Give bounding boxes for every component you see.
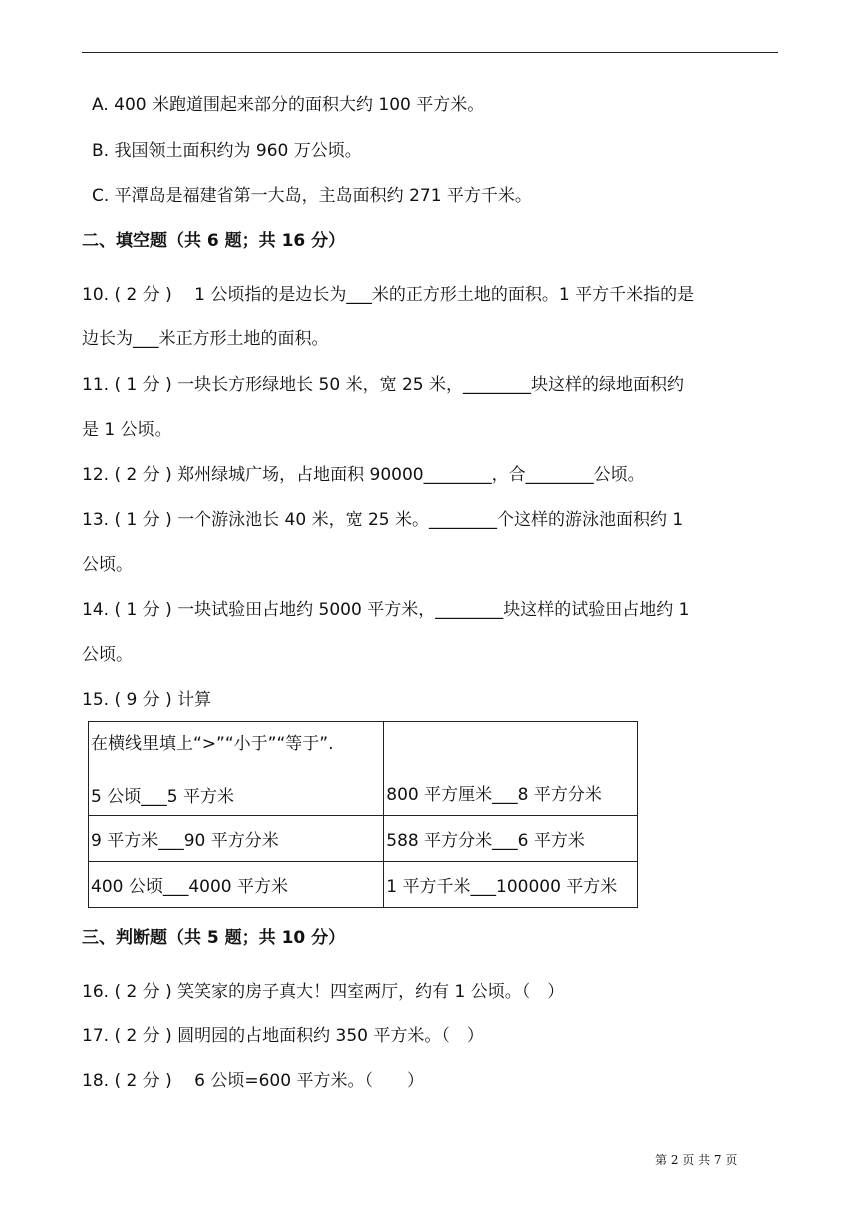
table-row <box>89 722 638 816</box>
question-14-line1: 14. ( 1 分 ) 一块试验田占地约 5000 平方米，________块这样的试验田占地约 1 <box>82 600 690 620</box>
question-12-line1: 12. ( 2 分 ) 郑州绿城广场，占地面积 90000________，合________公顷。 <box>82 465 645 485</box>
table-cell <box>384 816 638 862</box>
table-instruction: 在横线里填上“>”“小于”“等于”. <box>91 733 334 754</box>
question-11-line1: 11. ( 1 分 ) 一块长方形绿地长 50 米，宽 25 米，________块这样的绿地面积约 <box>82 375 685 395</box>
question-10-line2: 边长为___米正方形土地的面积。 <box>82 329 329 349</box>
table-row <box>89 816 638 862</box>
question-18-line1: 18. ( 2 分 ) 6 公顷=600 平方米。（ ） <box>82 1071 424 1091</box>
section-heading-fill-blank: 二、填空题（共 6 题；共 16 分） <box>82 231 346 251</box>
table-cell <box>384 862 638 908</box>
option-c: C. 平潭岛是福建省第一大岛，主岛面积约 271 平方千米。 <box>92 186 532 206</box>
section-heading-judgement: 三、判断题（共 5 题；共 10 分） <box>82 928 346 948</box>
question-11-line2: 是 1 公顷。 <box>82 420 172 440</box>
comparison-item: 1 平方千米___100000 平方米 <box>386 877 618 897</box>
table-cell <box>89 816 384 862</box>
comparison-table <box>88 721 638 908</box>
option-a: A. 400 米跑道围起来部分的面积大约 100 平方米。 <box>92 95 485 115</box>
question-14-line2: 公顷。 <box>82 645 133 665</box>
comparison-item: 588 平方分米___6 平方米 <box>386 831 585 851</box>
comparison-item: 400 公顷___4000 平方米 <box>91 877 289 897</box>
question-13-line1: 13. ( 1 分 ) 一个游泳池长 40 米，宽 25 米。________个这样的游泳池面积约 1 <box>82 510 684 530</box>
question-10-line1: 10. ( 2 分 ) 1 公顷指的是边长为___米的正方形土地的面积。1 平方千米指的是 <box>82 285 695 305</box>
header-rule <box>82 52 778 53</box>
question-15-line1: 15. ( 9 分 ) 计算 <box>82 690 212 710</box>
table-cell <box>384 722 638 816</box>
comparison-item: 9 平方米___90 平方分米 <box>91 831 279 851</box>
table-cell <box>89 862 384 908</box>
comparison-item: 5 公顷___5 平方米 <box>91 786 234 807</box>
page-number: 第 2 页 共 7 页 <box>655 1153 738 1167</box>
question-16-line1: 16. ( 2 分 ) 笑笑家的房子真大！四室两厅，约有 1 公顷。（ ） <box>82 982 565 1002</box>
table-row <box>89 862 638 908</box>
question-17-line1: 17. ( 2 分 ) 圆明园的占地面积约 350 平方米。（ ） <box>82 1026 484 1046</box>
comparison-item: 800 平方厘米___8 平方分米 <box>386 785 602 805</box>
table-cell <box>89 722 384 816</box>
option-b: B. 我国领土面积约为 960 万公顷。 <box>92 141 362 161</box>
question-13-line2: 公顷。 <box>82 555 133 575</box>
